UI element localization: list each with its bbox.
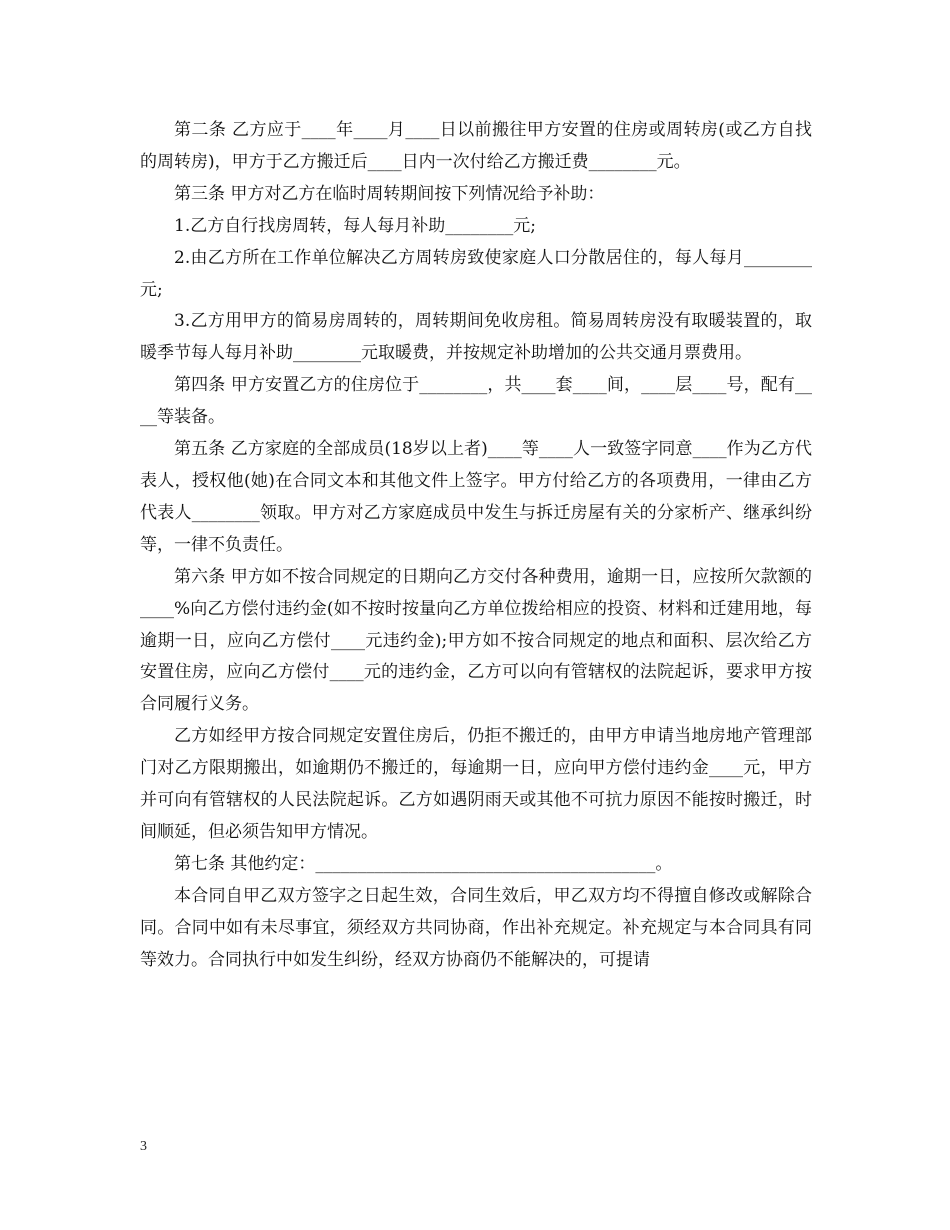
clause-3-item-2: 2.由乙方所在工作单位解决乙方周转房致使家庭人口分散居住的，每人每月________元;	[140, 247, 812, 300]
clause-2-paragraph: 第二条 乙方应于____年____月____日以前搬往甲方安置的住房或周转房(或乙方自找的周转房)，甲方于乙方搬迁后____日内一次付给乙方搬迁费________元。	[140, 120, 812, 172]
contract-body	[140, 115, 812, 976]
clause-3-item-3: 3.乙方用甲方的简易房周转的，周转期间免收房租。简易周转房没有取暖装置的，取暖季节每人每月补助________元取暖费，并按规定补助增加的公共交通月票费用。	[140, 311, 812, 364]
clause-5-paragraph: 第五条 乙方家庭的全部成员(18岁以上者)____等____人一致签字同意____作为乙方代表人，授权他(她)在合同文本和其他文件上签字。甲方付给乙方的各项费用，一律由乙方代表人________领取。甲方对乙方家庭成员中发生与拆迁房屋有关的分家析产、继承纠纷等，一律不负责任。	[140, 439, 812, 555]
page-number: 3	[140, 1139, 147, 1154]
clause-6-paragraph: 第六条 甲方如不按合同规定的日期向乙方交付各种费用，逾期一日，应按所欠款额的____%向乙方偿付违约金(如不按时按量向乙方单位拨给相应的投资、材料和迁建用地，每逾期一日，应向乙方偿付____元违约金);甲方如不按合同规定的地点和面积、层次给乙方安置住房，应向乙方偿付____元的违约金，乙方可以向有管辖权的法院起诉，要求甲方按合同履行义务。	[140, 566, 812, 715]
clause-7-paragraph: 第七条 其他约定：________________________________________。	[174, 853, 673, 874]
clause-3-paragraph: 第三条 甲方对乙方在临时周转期间按下列情况给予补助：	[174, 183, 605, 204]
clause-4-paragraph: 第四条 甲方安置乙方的住房位于________，共____套____间，____层____号，配有____等装备。	[140, 375, 812, 428]
clause-3-item-1: 1.乙方自行找房周转，每人每月补助________元;	[174, 215, 536, 236]
clause-6-continuation: 乙方如经甲方按合同规定安置住房后，仍拒不搬迁的，由甲方申请当地房地产管理部门对乙方限期搬出，如逾期仍不搬迁的，每逾期一日，应向甲方偿付违约金____元，甲方并可向有管辖权的人民法院起诉。乙方如遇阴雨天或其他不可抗力原因不能按时搬迁，时间顺延，但必须告知甲方情况。	[140, 726, 812, 842]
effectiveness-paragraph: 本合同自甲乙双方签字之日起生效，合同生效后，甲乙双方均不得擅自修改或解除合同。合同中如有未尽事宜，须经双方共同协商，作出补充规定。补充规定与本合同具有同等效力。合同执行中如发生纠纷，经双方协商仍不能解决的，可提请	[140, 885, 812, 970]
